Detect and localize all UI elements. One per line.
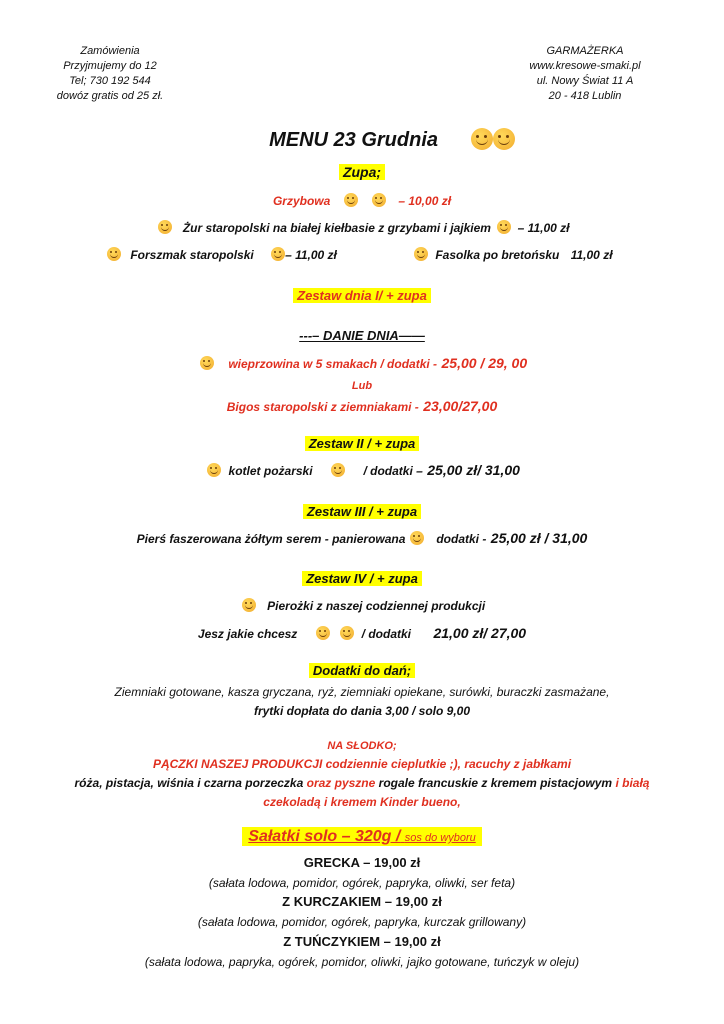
wieprzowina-row: [0, 355, 724, 373]
slodko-flavours-line: [0, 776, 724, 790]
winking-emoji-icon: [242, 598, 256, 612]
slodko-heading: NA SŁODKO;: [327, 740, 397, 752]
zestaw2-heading: Zestaw II / + zupa: [305, 436, 420, 451]
header-right-line: GARMAŻERKA: [546, 45, 624, 57]
wieprzowina-price: 25,00 / 29, 00: [441, 355, 528, 371]
bigos-price: 23,00/27,00: [423, 398, 498, 414]
grzybowa-row: [0, 193, 724, 208]
winking-emoji-icon: [414, 247, 428, 261]
salatka-name: Z KURCZAKIEM – 19,00 zł: [282, 894, 442, 909]
winking-emoji-icon: [331, 463, 345, 477]
danie-dnia-heading: ---– DANIE DNIA——: [299, 328, 425, 343]
header-left-line: Przyjmujemy do 12: [63, 60, 157, 72]
zupa-heading-row: [0, 164, 724, 182]
pierozki-row: [0, 598, 724, 613]
dodatki-heading-row: [0, 662, 724, 680]
winking-emoji-icon: [497, 220, 511, 234]
piers-tail: dodatki -: [436, 532, 487, 546]
kotlet-price: 25,00 zł/ 31,00: [427, 462, 520, 478]
header-left-line: dowóz gratis od 25 zł.: [56, 90, 164, 102]
dodatki-line: Ziemniaki gotowane, kasza gryczana, ryż, ziemniaki opiekane, surówki, buraczki zasmażane,: [114, 685, 610, 699]
zestaw2-heading-row: [0, 435, 724, 453]
forszmak-price: – 11,00 zł: [285, 248, 337, 262]
winking-emoji-icon: [271, 247, 285, 261]
jesz-tail: / dodatki: [361, 627, 411, 641]
zestaw3-heading: Zestaw III / + zupa: [303, 504, 421, 519]
slodko-text: rogale francuskie z kremem pistacjowym: [378, 776, 613, 790]
salatka-desc: (sałata lodowa, papryka, ogórek, pomidor, oliwki, jajko gotowane, tuńczyk w oleju): [144, 955, 580, 969]
dodatki-line: frytki dopłata do dania 3,00 / solo 9,00: [253, 704, 471, 718]
fasolka-item: [411, 247, 613, 262]
winking-emoji-icon: [344, 193, 358, 207]
zestaw1-heading-row: [0, 287, 724, 305]
menu-title: MENU 23 Grudnia: [269, 129, 438, 151]
zur-name: Żur staropolski na białej kiełbasie z grzybami i jajkiem: [182, 221, 491, 235]
paczki-line: PĄCZKI NASZEJ PRODUKCJI codziennie cieplutkie ;), racuchy z jabłkami: [152, 757, 572, 771]
winking-emoji-icon: [200, 356, 214, 370]
jesz-row: [0, 625, 724, 643]
salatka-name: Z TUŃCZYKIEM – 19,00 zł: [283, 934, 441, 949]
header-left-line: Tel; 730 192 544: [69, 75, 151, 87]
salatki-heading-row: [0, 828, 724, 846]
salatki-subtitle: sos do wyboru: [404, 832, 476, 844]
fasolka-name: Fasolka po bretońsku: [435, 248, 560, 262]
dodatki-heading: Dodatki do dań;: [309, 663, 415, 678]
winking-emoji-icon: [107, 247, 121, 261]
menu-title-row: [0, 128, 724, 152]
piers-name: Pierś faszerowana żółtym serem - panierowana: [136, 532, 406, 546]
lub-label: Lub: [351, 380, 373, 392]
salatka-desc: (sałata lodowa, pomidor, ogórek, papryka, kurczak grillowany): [197, 915, 527, 929]
zestaw4-heading-row: [0, 570, 724, 588]
header-left-line: Zamówienia: [80, 45, 140, 57]
grzybowa-price: – 10,00 zł: [398, 194, 452, 208]
jesz-price: 21,00 zł/ 27,00: [433, 625, 527, 641]
salatka-desc: (sałata lodowa, pomidor, ogórek, papryka, oliwki, ser feta): [208, 876, 516, 890]
zestaw3-heading-row: [0, 503, 724, 521]
shop-address: [510, 44, 660, 104]
wieprzowina-desc: wieprzowina w 5 smakach / dodatki -: [228, 357, 438, 371]
contact-info: [30, 44, 190, 104]
zestaw4-heading: Zestaw IV / + zupa: [302, 571, 422, 586]
bigos-desc: Bigos staropolski z ziemniakami -: [226, 400, 419, 414]
forszmak-item: [104, 247, 337, 262]
kotlet-name: kotlet pożarski: [228, 464, 313, 478]
winking-emoji-icon: [340, 626, 354, 640]
salatka-name: GRECKA – 19,00 zł: [303, 855, 421, 870]
winking-emoji-icon: [316, 626, 330, 640]
kotlet-row: [0, 462, 724, 480]
slodko-text: róża, pistacja, wiśnia i czarna porzeczka: [74, 776, 304, 790]
slodko-text: oraz pyszne: [306, 776, 376, 790]
winking-emoji-icon: [372, 193, 386, 207]
winking-emoji-icon: [158, 220, 172, 234]
grzybowa-name: Grzybowa: [272, 194, 331, 208]
piers-price: 25,00 zł / 31,00: [490, 530, 588, 546]
zur-price: – 11,00 zł: [517, 221, 570, 235]
fasolka-price: 11,00 zł: [570, 248, 613, 262]
kotlet-tail: / dodatki –: [363, 464, 423, 478]
forszmak-name: Forszmak staropolski: [130, 248, 254, 262]
slodko-line: czekoladą i kremem Kinder bueno,: [263, 795, 461, 809]
zur-row: [0, 220, 724, 235]
winking-emoji-icon: [471, 128, 493, 150]
header-right-line: 20 - 418 Lublin: [548, 90, 622, 102]
slodko-text: i białą: [615, 776, 650, 790]
bigos-row: [0, 398, 724, 416]
winking-emoji-icon: [410, 531, 424, 545]
piers-row: [0, 530, 724, 548]
header-right-line: ul. Nowy Świat 11 A: [536, 75, 634, 87]
pierozki-desc: Pierożki z naszej codziennej produkcji: [267, 599, 486, 613]
salatki-title: Sałatki solo – 320g /: [248, 828, 401, 845]
zestaw1-heading: Zestaw dnia I/ + zupa: [293, 288, 431, 303]
jesz-desc: Jesz jakie chcesz: [197, 627, 298, 641]
winking-emoji-icon: [493, 128, 515, 150]
winking-emoji-icon: [207, 463, 221, 477]
salatki-heading: [242, 827, 481, 846]
header-right-line: www.kresowe-smaki.pl: [529, 60, 641, 72]
zupa-heading: Zupa;: [339, 164, 385, 180]
